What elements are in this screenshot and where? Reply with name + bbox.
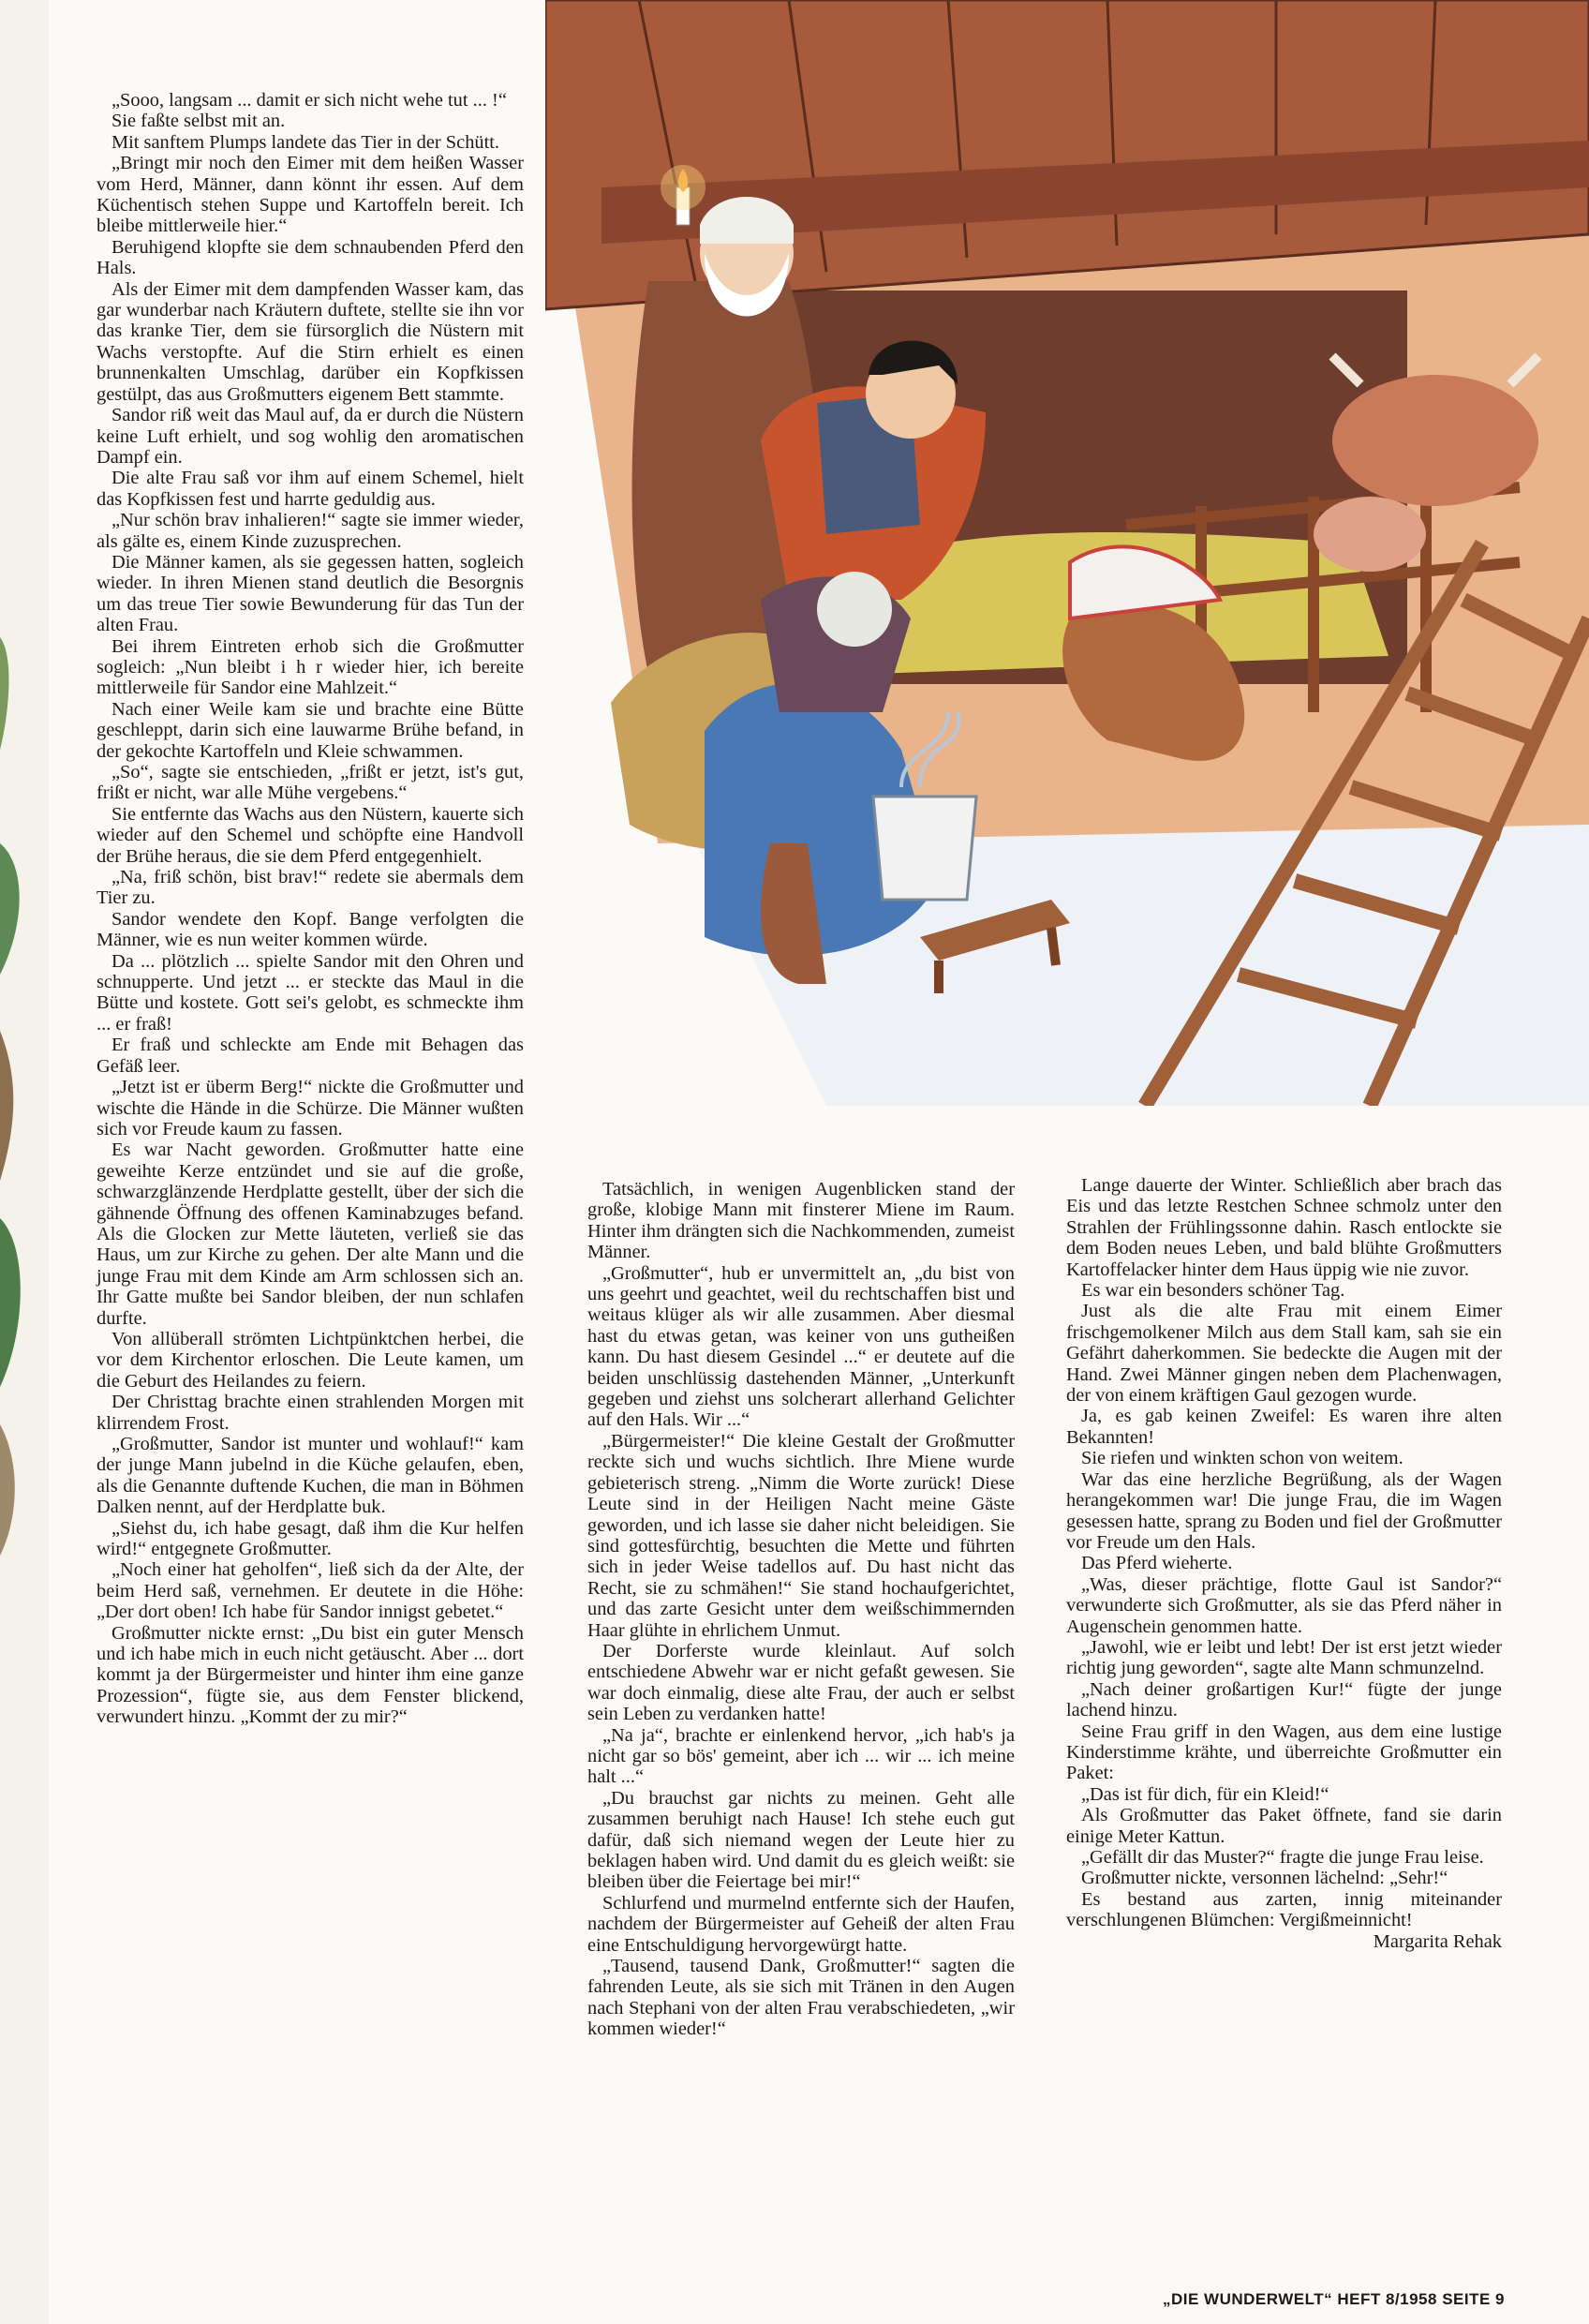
- paragraph: Als der Eimer mit dem dampfenden Wasser kam, das gar wunderbar nach Kräutern duftete, stellte sie ihn vor das kranke Tier, dem sie fürsorglich die Nüstern mit Wachs verstopfte. Auf die Stirn erhielt es einen brunnenkalten Umschlag, darüber ein Kopfkissen gestülpt, das aus Großmutters eigenem Bett stammte.: [97, 278, 524, 405]
- paragraph: „Na, friß schön, bist brav!“ redete sie abermals dem Tier zu.: [97, 867, 524, 909]
- paragraph: „Noch einer hat geholfen“, ließ sich da der Alte, der beim Herd saß, vernehmen. Er deutete in die Höhe: „Der dort oben! Ich habe für Sandor innigst gebetet.“: [97, 1559, 524, 1623]
- paragraph: Mit sanftem Plumps landete das Tier in der Schütt.: [111, 131, 500, 153]
- paragraph: Als Großmutter das Paket öffnete, fand sie darin einige Meter Kattun.: [1066, 1805, 1502, 1847]
- author-signature: [1066, 1931, 1502, 1952]
- paragraph: Die alte Frau saß vor ihm auf einem Schemel, hielt das Kopfkissen fest und harrte geduldig aus.: [97, 468, 524, 510]
- paragraph: Da ... plötzlich ... spielte Sandor mit den Ohren und schnupperte. Und jetzt ... er steckte das Maul in die Bütte und kostete. Gott sei's gelobt, es schmeckte ihm ... er fraß!: [97, 950, 524, 1035]
- paragraph: Bei ihrem Eintreten erhob sich die Großmutter sogleich: „Nun bleibt i h r wieder hier, ich bereite mittlerweile für Sandor eine Mahlzeit.“: [97, 635, 524, 699]
- paragraph: „Bürgermeister!“ Die kleine Gestalt der Großmutter reckte sich und wuchs sichtlich. Ihre Miene wurde gebieterisch streng. „Nimm die Worte zurück! Diese Leute sind in der Heiligen Nacht meine Gäste geworden, und ich lasse sie daher nicht beleidigen. Sie sind gottesfürchtig, besuchten die Mette und führten sich in jeder Weise tadellos auf. Du hast nicht das Recht, sie zu schmähen!“ Sie stand hochaufgerichtet, und das zarte Gesicht unter dem weißschimmernden Haar glühte in ehrlichem Unmut.: [587, 1430, 1015, 1641]
- page-footer: [1163, 2290, 1505, 2309]
- paragraph: Es bestand aus zarten, innig miteinander verschlungenen Blümchen: Vergißmeinnicht!: [1066, 1888, 1502, 1931]
- paragraph: „Tausend, tausend Dank, Großmutter!“ sagten die fahrenden Leute, als sie sich mit Tränen in den Augen nach Stephani von der alten Frau verabschiedeten, „wir kommen wieder!“: [587, 1956, 1015, 2040]
- text-column-1: [97, 90, 524, 1728]
- paragraph: Schlurfend und murmelnd entfernte sich der Haufen, nachdem der Bürgermeister auf Geheiß der alten Frau eine Entschuldigung hervorgewürgt hatte.: [587, 1892, 1015, 1956]
- paragraph: War das eine herzliche Begrüßung, als der Wagen herangekommen war! Die junge Frau, die im Wagen gesessen hatte, sprang zu Boden und fiel der Großmutter vor Freude um den Hals.: [1066, 1468, 1502, 1553]
- text-column-3: [1066, 1175, 1502, 1952]
- paragraph: „Das ist für dich, für ein Kleid!“: [1081, 1783, 1329, 1805]
- paragraph: Just als die alte Frau mit einem Eimer frischgemolkener Milch aus dem Stall kam, sah sie ein Gefährt daherkommen. Sie bedeckte die Augen mit der Hand. Zwei Männer gingen neben dem Plachenwagen, der von einem kräftigen Gaul gezogen wurde.: [1066, 1301, 1502, 1407]
- paragraph: „Großmutter, Sandor ist munter und wohlauf!“ kam der junge Mann jubelnd in die Küche gelaufen, eben, als die Genannte duftende Kuchen, die man in Böhmen Dalken nennt, auf der Herdplatte buk.: [97, 1434, 524, 1518]
- paragraph: Das Pferd wieherte.: [1081, 1553, 1233, 1574]
- magazine-name: „DIE WUNDERWELT“: [1162, 2290, 1333, 2308]
- page-number: SEITE 9: [1442, 2290, 1505, 2308]
- paragraph: „Jawohl, wie er leibt und lebt! Der ist erst jetzt wieder richtig jung geworden“, sagte alte Mann schmunzelnd.: [1066, 1636, 1502, 1679]
- paragraph: „Was, dieser prächtige, flotte Gaul ist Sandor?“ verwunderte sich Großmutter, als sie das Pferd näher in Augenschein genommen hatte.: [1066, 1573, 1502, 1637]
- paragraph: „Jetzt ist er überm Berg!“ nickte die Großmutter und wischte die Hände in die Schürze. Die Männer wußten sich vor Freude kaum zu fassen.: [97, 1077, 524, 1140]
- paragraph: „Sooo, langsam ... damit er sich nicht wehe tut ... !“: [111, 90, 507, 111]
- paragraph: Er fraß und schleckte am Ende mit Behagen das Gefäß leer.: [97, 1035, 524, 1077]
- paragraph: Von allüberall strömten Lichtpünktchen herbei, die vor dem Kirchentor erloschen. Die Leute kamen, um die Geburt des Heilandes zu feiern.: [97, 1328, 524, 1392]
- left-page-edge-illustration: [0, 0, 49, 2324]
- paragraph: Beruhigend klopfte sie dem schnaubenden Pferd den Hals.: [97, 236, 524, 279]
- paragraph: Sandor wendete den Kopf. Bange verfolgten die Männer, wie es nun weiter kommen würde.: [97, 908, 524, 951]
- paragraph: Sie entfernte das Wachs aus den Nüstern, kauerte sich wieder auf den Schemel und schöpfte eine Handvoll der Brühe heraus, die sie dem Pferd entgegenhielt.: [97, 803, 524, 867]
- barn-illustration: [545, 0, 1589, 1106]
- paragraph: Es war ein besonders schöner Tag.: [1081, 1280, 1345, 1302]
- paragraph: Großmutter nickte ernst: „Du bist ein guter Mensch und ich habe mich in euch nicht getäuscht. Aber ... dort kommt ja der Bürgermeister und hinter ihm eine ganze Prozession“, fügte sie, aus dem Fenster blickend, verwundert hinzu. „Kommt der zu mir?“: [97, 1622, 524, 1728]
- paragraph: „So“, sagte sie entschieden, „frißt er jetzt, ist's gut, frißt er nicht, war alle Mühe vergebens.“: [97, 762, 524, 804]
- paragraph: Sie faßte selbst mit an.: [111, 111, 286, 132]
- paragraph: „Du brauchst gar nichts zu meinen. Geht alle zusammen beruhigt nach Hause! Ich stehe euch gut dafür, daß sich niemand wegen der Leute hier zu beklagen haben wird. Und damit du es gleich weißt: sie bleiben über die Feiertage bei mir!“: [587, 1787, 1015, 1893]
- paragraph: „Bringt mir noch den Eimer mit dem heißen Wasser vom Herd, Männer, dann könnt ihr essen. Auf dem Küchentisch stehen Suppe und Kartoffeln bereit. Ich bleibe mittlerweile hier.“: [97, 153, 524, 237]
- paragraph: Ja, es gab keinen Zweifel: Es waren ihre alten Bekannten!: [1066, 1406, 1502, 1448]
- paragraph: Sie riefen und winkten schon von weitem.: [1081, 1448, 1403, 1469]
- paragraph: „Großmutter“, hub er unvermittelt an, „du bist von uns geehrt und geachtet, weil du rechtschaffen bist und weitaus klüger als wir alle zusammen. Aber diesmal hast du etwas getan, was keiner von uns gutheißen kann. Du hast diesem Gesindel ...“ er deutete auf die beiden unschlüssig dastehenden Männer, „Unterkunft gegeben und ziehst uns solcherart allerhand Gelichter auf den Hals. Wir ...“: [587, 1262, 1015, 1431]
- paragraph: „Na ja“, brachte er einlenkend hervor, „ich hab's ja nicht gar so bös' gemeint, aber ich ... wir ... ich meine halt ...“: [587, 1724, 1015, 1788]
- paragraph: Lange dauerte der Winter. Schließlich aber brach das Eis und das letzte Restchen Schnee schmolz unter den Strahlen der Frühlingssonne dahin. Rasch entlockte sie dem Boden neues Leben, und bald blühte Großmutters Kartoffelacker hinter dem Haus üppig wie nie zuvor.: [1066, 1175, 1502, 1280]
- paragraph: Tatsächlich, in wenigen Augenblicken stand der große, klobige Mann mit finsterer Miene im Raum. Hinter ihm drängten sich die Nachkommenden, zumeist Männer.: [587, 1179, 1015, 1263]
- paragraph: Seine Frau griff in den Wagen, aus dem eine lustige Kinderstimme krähte, und überreichte Großmutter ein Paket:: [1066, 1721, 1502, 1784]
- paragraph: „Siehst du, ich habe gesagt, daß ihm die Kur helfen wird!“ entgegnete Großmutter.: [97, 1517, 524, 1560]
- paragraph: „Gefällt dir das Muster?“ fragte die junge Frau leise.: [1081, 1847, 1484, 1868]
- paragraph: Nach einer Weile kam sie und brachte eine Bütte geschleppt, darin sich eine lauwarme Brühe befand, in der gekochte Kartoffeln und Kleie schwammen.: [97, 698, 524, 762]
- paragraph: Großmutter nickte, versonnen lächelnd: „Sehr!“: [1081, 1868, 1448, 1889]
- paragraph: Die Männer kamen, als sie gegessen hatten, sogleich wieder. In ihren Mienen stand deutlich die Besorgnis um das treue Tier sowie Bewunderung für das Tun der alten Frau.: [97, 551, 524, 636]
- paragraph: Der Christtag brachte einen strahlenden Morgen mit klirrendem Frost.: [97, 1392, 524, 1434]
- author-name: Margarita Rehak: [1373, 1930, 1502, 1952]
- text-column-2: [587, 1179, 1015, 2040]
- paragraph: Es war Nacht geworden. Großmutter hatte eine geweihte Kerze entzündet und sie auf die große, schwarzglänzende Herdplatte gestellt, über der sich die gähnende Öffnung des offenen Kaminabzuges befand. Als die Glocken zur Mette läuteten, verließ sie das Haus, um zur Kirche zu gehen. Der alte Mann und die junge Frau mit dem Kinde am Arm schlossen sich an. Ihr Gatte mußte bei Sandor bleiben, der nun schlafen durfte.: [97, 1140, 524, 1329]
- paragraph: „Nur schön brav inhalieren!“ sagte sie immer wieder, als gälte es, einem Kinde zuzusprechen.: [97, 510, 524, 552]
- issue-number: HEFT 8/1958: [1337, 2290, 1437, 2308]
- paragraph: Sandor riß weit das Maul auf, da er durch die Nüstern keine Luft erhielt, und sog wohlig den aromatischen Dampf ein.: [97, 405, 524, 468]
- paragraph: Der Dorferste wurde kleinlaut. Auf solch entschiedene Abwehr war er nicht gefaßt gewesen. Sie war doch einmalig, diese alte Frau, der auch er selbst sein Leben zu verdanken hatte!: [587, 1640, 1015, 1725]
- paragraph: „Nach deiner großartigen Kur!“ fügte der junge lachend hinzu.: [1066, 1678, 1502, 1721]
